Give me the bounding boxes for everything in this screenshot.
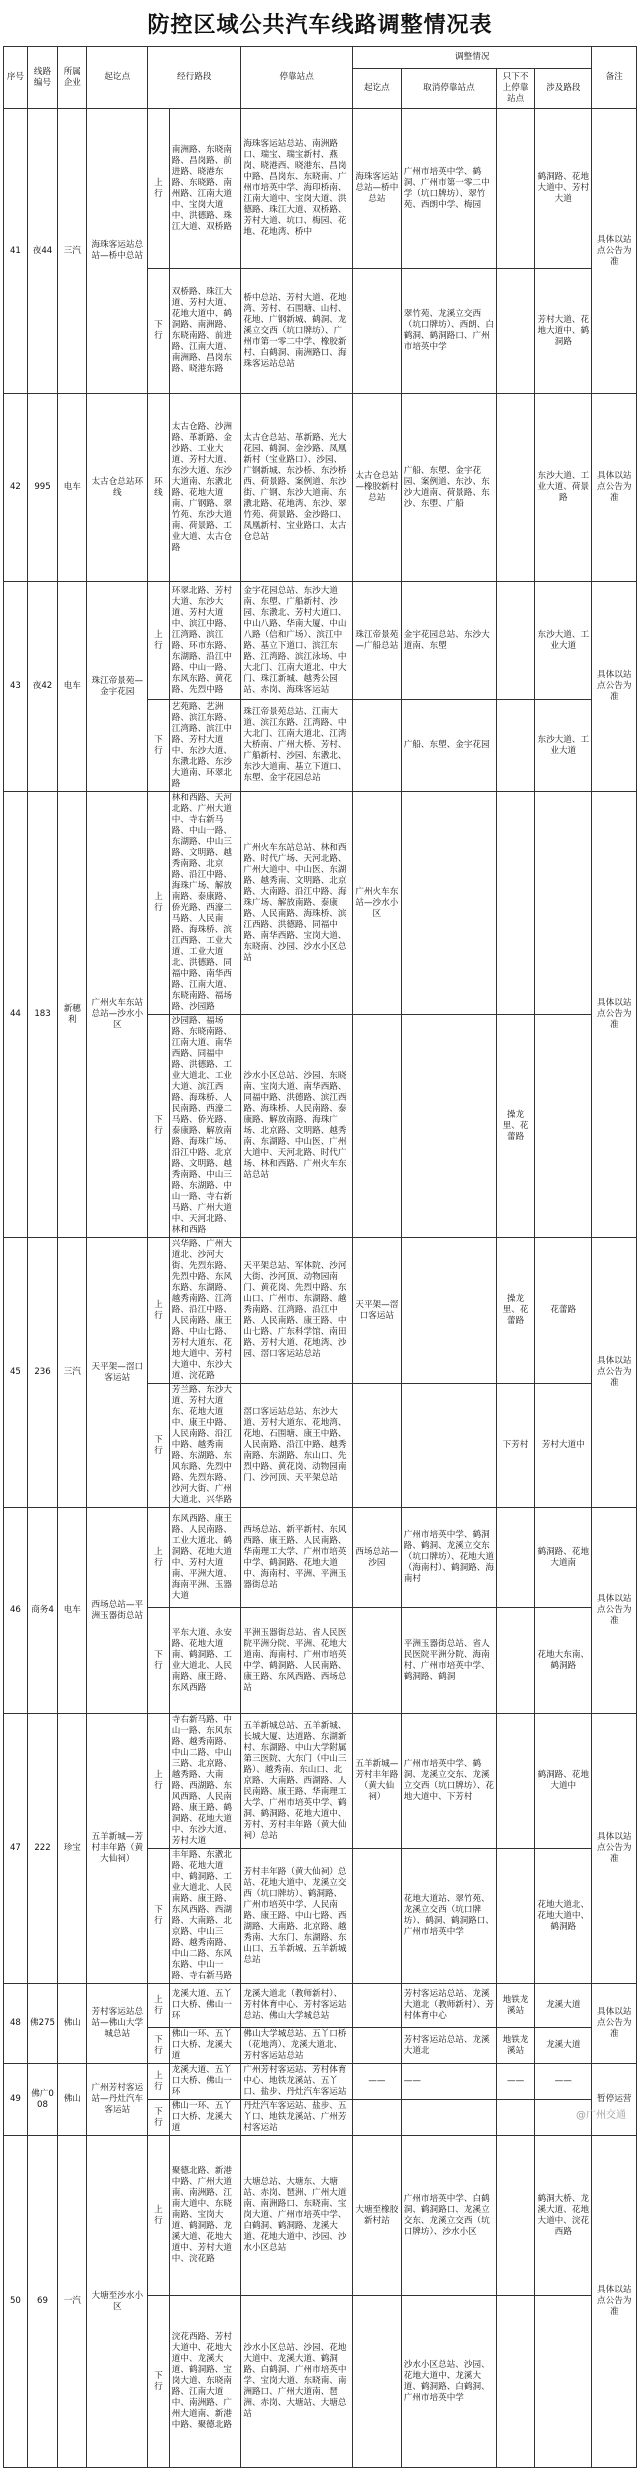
cell-company: 电车 <box>58 1508 87 1714</box>
cell-route: 林和西路、天河北路、广州大道中、寺右新马路、中山一路、东湖路、中山三路、文明路、越秀南路、北京路、沿江中路、海珠广场、解放南路、泰康路、侨光路、西濠二马路、人民南路、海珠桥、滨江西路、工业大道、工业大道北、洪德路、同福中路、南华西路、江南大道、东晓南路、福场路、沙园路 <box>169 792 241 1015</box>
cell-stops: 丹灶汽车客运站、盐步、五丫口、地铁龙溪站、广州芳村客运站 <box>241 2100 353 2136</box>
watermark: @广州交通 <box>576 2106 626 2121</box>
table-header <box>4 47 637 109</box>
cell-seq: 43 <box>4 582 28 792</box>
header-stops: 停靠站点 <box>241 47 353 109</box>
cell-adj-roads: 鹤洞大桥、龙溪大道、花地大道中、浣花西路 <box>535 2136 592 2296</box>
header-adj-cancel: 取消停靠站点 <box>401 69 496 109</box>
cell-line-no: 夜44 <box>27 109 57 394</box>
cell-route: 太古仓路、沙洲路、革新路、金沙路、工业大道、芳村大道、东沙大道、东沙大道南、东漖北路、花地大道南、广钢路、翠竹苑、东沙大道南、荷景路、工业大道、太古仓路 <box>169 394 241 582</box>
cell-route: 沙园路、福场路、东晓南路、江南大道、南华西路、同福中路、洪德路、工业大道北、工业大道、滨江西路、海珠桥、人民南路、西濠二马路、侨光路、泰康路、解放南路、海珠广场、沿江中路、北京路、文明路、越秀南路、中山三路、东湖路、中山一路、寺右新马路、广州大道中、天河北路、林和西路 <box>169 1015 241 1238</box>
cell-notes: 具体以站点公告为准 <box>592 109 637 394</box>
cell-adj-cancel: 广州市培英中学、白鹤洞、鹤洞路口、龙溪立交东、龙溪立交西（坑口牌坊）、沙水小区 <box>401 2136 496 2296</box>
cell-adj-terminals: 珠江帝景苑—广船总站 <box>352 582 401 700</box>
header-line-no: 线路编号 <box>27 47 57 109</box>
header-company: 所属企业 <box>58 47 87 109</box>
cell-adj-roads: —— <box>535 2064 592 2100</box>
cell-stops: 广州火车东站总站、林和西路、时代广场、天河北路、广州大道中、中山医、东湖路、越秀南、文明路、北京路、大南路、沿江中路、海珠广场、解放南路、泰康路、人民南路、海珠桥、滨江西路、洪德路、同福中路、南华西路、宝岗大道、东晓南、沙园、沙水小区总站 <box>241 792 353 1015</box>
cell-adj-terminals: 西场总站—沙园 <box>352 1508 401 1608</box>
cell-stops: 太古仓总站、革新路、光大花园、鹤洞、金沙路、凤凰新村（宝业路口）、沙园、广钢新城、东沙桥、东沙桥西、荷景路、案例道、东沙街、广钢、东沙大道南、东漖北路、花地湾、东沙、翠竹苑、荷景路、金沙路口、凤凰新村、宝业路口、太古仓总站 <box>241 394 353 582</box>
cell-adj-notstop: 操龙里、花蕾路 <box>497 1015 535 1238</box>
table-row <box>4 1238 637 1384</box>
cell-route: 丰年路、东漖北路、花地大道中、鹤洞路、工业大道北、人民南路、康王路、东风西路、西湖路、大南路、北京路、中山三路、越秀南路、中山二路、东风东路、中山一路、寺右新马路 <box>169 1849 241 1984</box>
adjustment-table <box>3 46 637 2468</box>
cell-adj-notstop <box>497 2100 535 2136</box>
cell-terminals: 海珠客运站总站—桥中总站 <box>87 109 148 394</box>
cell-adj-terminals <box>352 1384 401 1508</box>
cell-company: 佛山 <box>58 1984 87 2064</box>
cell-route: 聚德北路、新港中路、广州大道南、南洲路、江南大道中、东晓南路、宝岗大道、鹤洞路、龙溪大道、花地大道中、芳村大道中、浣花路 <box>169 2136 241 2296</box>
cell-seq: 48 <box>4 1984 28 2064</box>
cell-adj-terminals <box>352 1608 401 1714</box>
cell-line-no: 995 <box>27 394 57 582</box>
cell-direction: 下行 <box>148 1849 170 1984</box>
cell-route: 双桥路、珠江大道、芳村大道、花地大道中、鹤洞路、南洲路、东晓南路、前进路、江南大道、南洲路、昌岗东路、晓港东路 <box>169 269 241 394</box>
cell-terminals: 太古仓总站环线 <box>87 394 148 582</box>
cell-line-no: 夜42 <box>27 582 57 792</box>
page-title: 防控区域公共汽车线路调整情况表 <box>0 0 640 46</box>
header-adj-notstop: 只下不上停靠站点 <box>497 69 535 109</box>
cell-adj-cancel: 平洲玉器街总站、省人民医院平洲分院、海南村、广州市培英中学、鹤洞路、鹤洞 <box>401 1608 496 1714</box>
cell-stops: 广州芳村客运站、芳村体育中心、地铁龙溪站、五丫口、盐步、丹灶汽车客运站 <box>241 2064 353 2100</box>
cell-notes: 具体以站点公告为准 <box>592 1714 637 1984</box>
cell-adj-cancel: 广船、东塱、金宇花园、案例道、东沙、东沙大道南、荷景路、东沙、东塱、广船 <box>401 394 496 582</box>
cell-notes: 暂停运营 <box>592 2064 637 2136</box>
cell-stops: 金宇花园总站、东沙大道南、东塱、广船新村、沙园、东漖北、芳村大道口、中山八路、华南大厦、中山八路（信和广场）、滨江中路、基立下道口、滨江东路、江湾路、滨江泳场、中大北门、江南大道北、中大门、珠江新城、越秀公园站、赤岗、海珠客运站 <box>241 582 353 700</box>
cell-adj-terminals <box>352 1015 401 1238</box>
cell-direction: 上行 <box>148 1714 170 1849</box>
table-row <box>4 394 637 582</box>
cell-line-no: 222 <box>27 1714 57 1984</box>
cell-stops: 五羊新城总站、五羊新城、长城大厦、达道路、东湖新村、东湖路、中山大学附属第三医院、大东门（中山三路）、越秀南、东山口、北京路、大南路、西湖路、人民南路、康王路、华南理工大学、广州市培英中学、鹤洞、鹤洞路、花地大道中、芳村、芳村丰年路（黄大仙祠）总站 <box>241 1714 353 1849</box>
cell-line-no: 商务4 <box>27 1508 57 1714</box>
cell-adj-roads: 鹤洞路、花地大道南 <box>535 1508 592 1608</box>
cell-direction: 上行 <box>148 2064 170 2100</box>
cell-seq: 47 <box>4 1714 28 1984</box>
cell-company: 佛山 <box>58 2064 87 2136</box>
header-terminals: 起讫点 <box>87 47 148 109</box>
cell-adj-terminals: —— <box>352 2064 401 2100</box>
header-seq: 序号 <box>4 47 28 109</box>
cell-terminals: 芳村客运站总站—佛山大学城总站 <box>87 1984 148 2064</box>
cell-adj-cancel: 芳村客运站总站、龙溪大道北 <box>401 2028 496 2064</box>
cell-terminals: 广州火车东站总站—沙水小区 <box>87 792 148 1238</box>
cell-direction: 下行 <box>148 2028 170 2064</box>
cell-adj-cancel: 芳村客运站总站、龙溪大道北（教师新村）、芳村体育中心 <box>401 1984 496 2028</box>
cell-route: 寺右新马路、中山一路、东风东路、越秀南路、中山二路、中山三路、北京路、越秀路、大南路、西湖路、东风西路、人民南路、康王路、鹤洞路、花地大道中、东沙大道、芳村大道 <box>169 1714 241 1849</box>
cell-terminals: 天平架—滘口客运站 <box>87 1238 148 1508</box>
cell-notes: 具体以站点公告为准 <box>592 582 637 792</box>
cell-stops: 沙水小区总站、沙园、花地大道中、龙溪大道、鹤洞路、白鹤洞、广州市培英中学、宝岗大道、东晓南、南洲路口、广州大道南、琶洲、赤岗、大塘站、大塘总站 <box>241 2296 353 2468</box>
cell-terminals: 广州芳村客运站—丹灶汽车客运站 <box>87 2064 148 2136</box>
cell-line-no: 236 <box>27 1238 57 1508</box>
cell-route: 艺苑路、艺洲路、滨江东路、江湾路、滨江中路、芳村大道中、东沙大道、东漖北路、东沙大道南、环翠北路 <box>169 700 241 792</box>
cell-adj-roads: 东沙大道、工业大道 <box>535 700 592 792</box>
cell-adj-cancel <box>401 2100 496 2136</box>
cell-adj-roads <box>535 792 592 1015</box>
cell-adj-notstop <box>497 582 535 700</box>
cell-stops: 佛山大学城总站、五丫口桥（花地湾）、龙溪大道北、芳村客运站总站 <box>241 2028 353 2064</box>
cell-notes: 具体以站点公告为准 <box>592 1238 637 1508</box>
cell-adj-roads: 花地大东南、鹤洞路 <box>535 1608 592 1714</box>
cell-stops: 龙溪大道北（教师新村）、芳村体育中心、芳村客运站总站、佛山大学城总站 <box>241 1984 353 2028</box>
cell-direction: 上行 <box>148 1984 170 2028</box>
cell-route: 环翠北路、芳村大道、东沙大道、芳村大道中、滨江中路、江湾路、滨江路、环市东路、东湖路、沿江中路、中山一路、东风东路、黄花路、先烈中路 <box>169 582 241 700</box>
cell-adj-cancel: 花地大道站、翠竹苑、龙溪立交西（坑口牌坊）、鹤洞、鹤洞路口、广州市培英中学 <box>401 1849 496 1984</box>
cell-adj-notstop <box>497 792 535 1015</box>
cell-stops: 天平架总站、军体院、沙河大街、沙河顶、动物园南门、黄花岗、先烈中路、东山口、广州市、东湖路、越秀南路、江湾路、沿江中路、人民南路、康王路、中山七路、广东科学馆、南田路、芳村大道、花地湾、沙园、滘口客运站总站 <box>241 1238 353 1384</box>
cell-adj-notstop <box>497 2296 535 2468</box>
cell-adj-terminals: 广州火车东站—沙水小区 <box>352 792 401 1015</box>
cell-terminals: 西场总站—平洲玉器街总站 <box>87 1508 148 1714</box>
cell-route: 浣花西路、芳村大道中、花地大道中、龙溪大道、鹤洞路、宝岗大道、东晓南路、江南大道中、南洲路、广州大道南、新港中路、聚德北路 <box>169 2296 241 2468</box>
cell-company: 一汽 <box>58 2136 87 2468</box>
cell-seq: 44 <box>4 792 28 1238</box>
cell-adj-notstop: 下芳村 <box>497 1384 535 1508</box>
cell-seq: 49 <box>4 2064 28 2136</box>
cell-adj-cancel: 广船、东塱、金宇花园 <box>401 700 496 792</box>
cell-direction: 上行 <box>148 1508 170 1608</box>
cell-notes: 具体以站点公告为准 <box>592 1508 637 1714</box>
cell-adj-terminals: 海珠客运站总站—桥中总站 <box>352 109 401 269</box>
header-adjust: 调整情况 <box>352 47 592 69</box>
cell-adj-notstop <box>497 109 535 269</box>
cell-seq: 41 <box>4 109 28 394</box>
cell-adj-roads: 东沙大道、工业大道、荷景路 <box>535 394 592 582</box>
cell-adj-terminals <box>352 1849 401 1984</box>
cell-direction: 上行 <box>148 1238 170 1384</box>
cell-direction: 上行 <box>148 2136 170 2296</box>
cell-notes: 具体以站点公告为准 <box>592 394 637 582</box>
cell-direction: 环线 <box>148 394 170 582</box>
cell-adj-notstop: 地铁龙溪站 <box>497 2028 535 2064</box>
cell-route: 东风西路、康王路、人民南路、工业大道北、鹤洞路、花地大道中、芳村大道南、平洲大道、海南平洲、玉器大道 <box>169 1508 241 1608</box>
cell-adj-terminals <box>352 269 401 394</box>
header-notes: 备注 <box>592 47 637 109</box>
cell-adj-terminals: 天平架—滘口客运站 <box>352 1238 401 1384</box>
cell-route: 南洲路、东晓南路、昌岗路、前进路、晓港东路、东晓路、南州路、江南大道中、宝岗大道中、洪德路、珠江大道、双桥路 <box>169 109 241 269</box>
cell-adj-terminals: 五羊新城—芳村丰年路（黄大仙祠） <box>352 1714 401 1849</box>
cell-stops: 平洲玉器街总站、省人民医院平洲分院、平洲、花地大道南、海南村、广州市培英中学、鹤洞路、人民南路、康王路、东风西路、西场总站 <box>241 1608 353 1714</box>
cell-route: 佛山一环、五丫口大桥、龙溪大道 <box>169 2028 241 2064</box>
table-row <box>4 582 637 700</box>
cell-terminals: 五羊新城—芳村丰年路（黄大仙祠） <box>87 1714 148 1984</box>
cell-terminals: 珠江帝景苑—金宇花园 <box>87 582 148 792</box>
cell-adj-terminals: 太古仓总站—橡胶新村总站 <box>352 394 401 582</box>
cell-adj-cancel: 广州市培英中学、鹤洞、广州市第一零二中学（坑口牌坊）、翠竹苑、西朗中学、梅园 <box>401 109 496 269</box>
cell-stops: 西场总站、新平新村、东风西路、康王路、人民南路、华南理工大学、广州市培英中学、鹤洞路、花地大道中、海南村、平洲、平洲玉器街总站 <box>241 1508 353 1608</box>
cell-stops: 桥中总站、芳村大道、花地湾、芳村、石围塘、山村、花地、广钢新城、鹤洞、龙溪立交西（坑口牌坊）、广州市第一零二中学、橡胶新村、白鹤洞、南洲路口、海珠客运站总站 <box>241 269 353 394</box>
cell-adj-roads: 花蕾路 <box>535 1238 592 1384</box>
header-adj-roads: 涉及路段 <box>535 69 592 109</box>
cell-stops: 滘口客运站总站、东沙大道、芳村大道东、花地湾、花地、石围塘、康王中路、人民南路、沿江中路、越秀南路、东湖路、东山口、先烈中路、黄花岗、动物园南门、沙河顶、天平架总站 <box>241 1384 353 1508</box>
cell-direction: 下行 <box>148 2296 170 2468</box>
cell-adj-roads: 龙溪大道 <box>535 1984 592 2028</box>
cell-adj-cancel: 广州市培英中学、鹤洞、龙溪立交东、龙溪立交西（坑口牌坊）、花地大道中、下芳村 <box>401 1714 496 1849</box>
cell-adj-roads: 龙溪大道 <box>535 2028 592 2064</box>
cell-stops: 芳村丰年路（黄大仙祠）总站、花地大道中、龙溪立交西（坑口牌坊）、鹤洞路、广州市培英中学、人民南路、康王路、中山七路、西湖路、大南路、北京路、越秀南、大东门、东湖路、东山口、五羊新城、五羊新城总站 <box>241 1849 353 1984</box>
cell-direction: 下行 <box>148 1608 170 1714</box>
cell-adj-terminals <box>352 1984 401 2028</box>
cell-adj-notstop: —— <box>497 2064 535 2100</box>
cell-seq: 50 <box>4 2136 28 2468</box>
cell-adj-cancel: —— <box>401 2064 496 2100</box>
cell-direction: 下行 <box>148 1384 170 1508</box>
cell-adj-cancel: 广州市培英中学、鹤洞路、鹤洞、龙溪立交东（坑口牌坊）、花地大道（海南村）、鹤洞路、海南村 <box>401 1508 496 1608</box>
cell-stops: 珠江帝景苑总站、江南大道、滨江东路、江湾路、中大北门、江南大道北、江湾大桥南、广州大桥、芳村、广船新村、沙园、东漖北、东沙大道南、基立下道口、东塱、金宇花园总站 <box>241 700 353 792</box>
cell-company: 珍宝 <box>58 1714 87 1984</box>
cell-adj-cancel: 翠竹苑、龙溪立交西（坑口牌坊）、西朗、白鹤洞、鹤洞路口、广州市培英中学 <box>401 269 496 394</box>
cell-adj-cancel <box>401 1015 496 1238</box>
table-row <box>4 792 637 1015</box>
cell-adj-cancel <box>401 1238 496 1384</box>
cell-direction: 下行 <box>148 269 170 394</box>
cell-adj-terminals <box>352 2100 401 2136</box>
cell-adj-cancel <box>401 1384 496 1508</box>
cell-terminals: 大塘至沙水小区 <box>87 2136 148 2468</box>
cell-direction: 下行 <box>148 1015 170 1238</box>
table-row <box>4 1508 637 1608</box>
cell-stops: 海珠客运站总站、南洲路口、瑞宝、瑞宝新村、燕岗、晓港西、晓港东、昌岗中路、昌岗东、东晓南、广州市培英中学、海印桥南、江南大道中、宝岗大道、洪德路、珠江大道、双桥路、芳村大道、坑口、梅园、花地、花地湾、桥中 <box>241 109 353 269</box>
cell-route: 平东大道、永安路、花地大道南、鹤洞路、工业大道北、人民南路、康王路、东风西路 <box>169 1608 241 1714</box>
cell-route: 龙溪大道、五丫口大桥、佛山一环 <box>169 2064 241 2100</box>
cell-adj-roads <box>535 2296 592 2468</box>
cell-direction: 上行 <box>148 792 170 1015</box>
cell-adj-notstop <box>497 700 535 792</box>
cell-adj-notstop <box>497 269 535 394</box>
cell-adj-notstop <box>497 1714 535 1849</box>
cell-adj-notstop <box>497 1508 535 1608</box>
cell-adj-roads: 芳村大道、花地大道中、鹤洞路 <box>535 269 592 394</box>
cell-adj-roads: 鹤洞路、花地大道中 <box>535 1714 592 1849</box>
cell-adj-terminals <box>352 700 401 792</box>
cell-adj-terminals: 大塘至橡胶新村站 <box>352 2136 401 2296</box>
cell-adj-terminals <box>352 2028 401 2064</box>
cell-adj-notstop: 操龙里、花蕾路 <box>497 1238 535 1384</box>
table-row <box>4 2064 637 2100</box>
cell-route: 芳兰路、东沙大道、芳村大道东、花地大道中、康王中路、人民南路、沿江中路、越秀南路、东湖路、东风东路、先烈中路、先烈东路、沙河大街、广州大道北、兴华路 <box>169 1384 241 1508</box>
table-row <box>4 109 637 269</box>
cell-adj-cancel <box>401 792 496 1015</box>
cell-adj-roads: 芳村大道中 <box>535 1384 592 1508</box>
cell-route: 龙溪大道、五丫口大桥、佛山一环 <box>169 1984 241 2028</box>
cell-line-no: 佛广008 <box>27 2064 57 2136</box>
cell-adj-roads: 鹤洞路、花地大道中、芳村大道 <box>535 109 592 269</box>
header-adj-terminals: 起讫点 <box>352 69 401 109</box>
cell-direction: 上行 <box>148 582 170 700</box>
cell-adj-notstop: 地铁龙溪站 <box>497 1984 535 2028</box>
cell-line-no: 183 <box>27 792 57 1238</box>
cell-adj-roads: 东沙大道、工业大道 <box>535 582 592 700</box>
cell-direction: 下行 <box>148 700 170 792</box>
cell-stops: 大塘总站、大塘东、大塘站、赤岗、琶洲、广州大道南、南洲路口、东晓南、宝岗大道、广州市培英中学、白鹤洞、鹤洞路、龙溪大道、花地大道中、沙园、沙水小区总站 <box>241 2136 353 2296</box>
cell-adj-terminals <box>352 2296 401 2468</box>
cell-notes: 具体以站点公告为准 <box>592 792 637 1238</box>
cell-line-no: 69 <box>27 2136 57 2468</box>
cell-adj-cancel: 金宇花园总站、东沙大道南、东塱 <box>401 582 496 700</box>
cell-direction: 上行 <box>148 109 170 269</box>
cell-adj-notstop <box>497 394 535 582</box>
cell-notes: 具体以站点公告为准 <box>592 2136 637 2468</box>
cell-company: 电车 <box>58 582 87 792</box>
cell-direction: 下行 <box>148 2100 170 2136</box>
cell-adj-cancel: 沙水小区总站、沙园、花地大道中、龙溪大道、鹤洞路、白鹤洞、广州市培英中学 <box>401 2296 496 2468</box>
cell-seq: 45 <box>4 1238 28 1508</box>
cell-seq: 42 <box>4 394 28 582</box>
cell-company: 电车 <box>58 394 87 582</box>
table-row <box>4 1984 637 2028</box>
header-route: 经行路段 <box>148 47 241 109</box>
cell-adj-roads <box>535 1015 592 1238</box>
cell-route: 佛山一环、五丫口大桥、龙溪大道 <box>169 2100 241 2136</box>
table-body <box>4 109 637 2468</box>
cell-adj-notstop <box>497 2136 535 2296</box>
cell-stops: 沙水小区总站、沙园、东晓南、宝岗大道、南华西路、同福中路、洪德路、滨江西路、海珠桥、人民南路、泰康路、解放南路、海珠广场、北京路、文明路、越秀南、东湖路、中山医、广州大道中、天河北路、时代广场、林和西路、广州火车东站总站 <box>241 1015 353 1238</box>
cell-company: 新穗利 <box>58 792 87 1238</box>
cell-seq: 46 <box>4 1508 28 1714</box>
cell-adj-notstop <box>497 1608 535 1714</box>
cell-line-no: 佛275 <box>27 1984 57 2064</box>
cell-company: 三汽 <box>58 109 87 394</box>
cell-adj-roads: 花地大道北、花地大道中、鹤洞路 <box>535 1849 592 1984</box>
cell-route: 兴华路、广州大道北、沙河大街、先烈东路、先烈中路、东风东路、东湖路、越秀南路、江湾路、沿江中路、人民南路、康王路、中山七路、芳村大道东、花地大道中、芳村大道中、东沙大道、浣花路 <box>169 1238 241 1384</box>
table-row <box>4 2136 637 2296</box>
table-row <box>4 1714 637 1849</box>
cell-adj-notstop <box>497 1849 535 1984</box>
cell-company: 三汽 <box>58 1238 87 1508</box>
cell-notes: 具体以站点公告为准 <box>592 1984 637 2064</box>
